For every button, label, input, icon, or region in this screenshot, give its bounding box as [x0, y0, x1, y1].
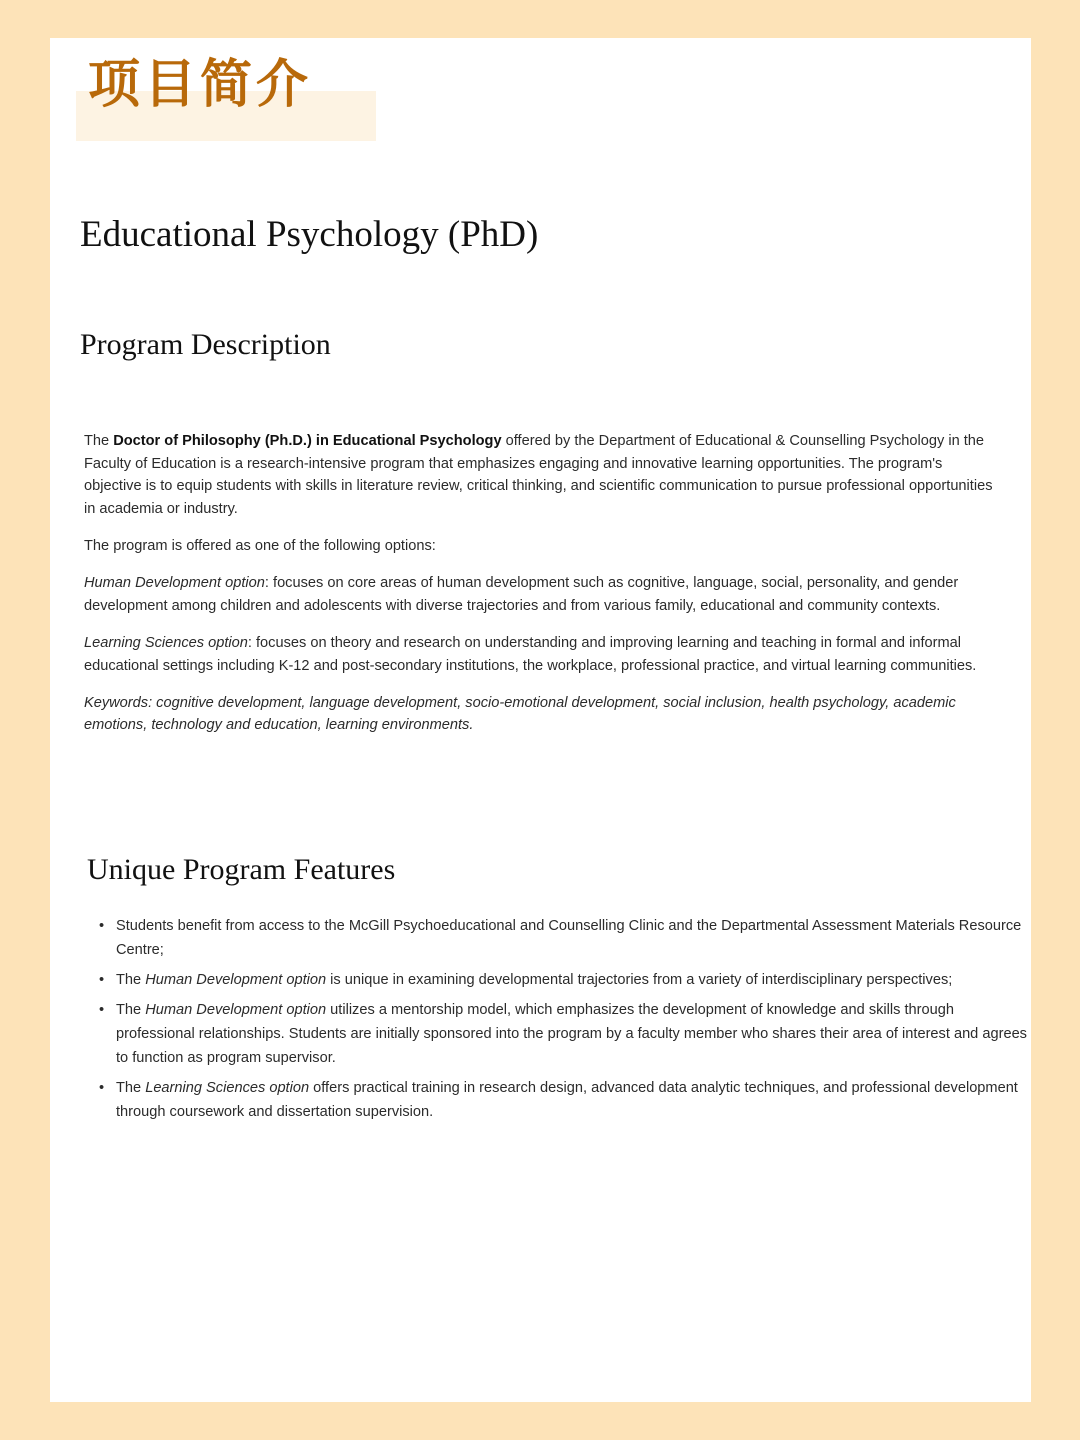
option-learning-sciences	[84, 632, 996, 677]
bullet-icon: •	[99, 1002, 105, 1018]
feature-option-name: Human Development option	[145, 1002, 327, 1018]
degree-name: Doctor of Philosophy (Ph.D.) in Educational Psychology	[113, 433, 502, 449]
option-learning-sciences-text: : focuses on theory and research on understanding and improving learning and teaching in formal and informal educational settings including K-12 and post-secondary institutions, the workplace, professional practice, and virtual learning communities.	[84, 634, 977, 674]
bullet-icon: •	[99, 972, 105, 988]
program-title: Educational Psychology (PhD)	[80, 214, 539, 255]
feature-text: Students benefit from access to the McGill Psychoeducational and Counselling Clinic and the Departmental Assessment Materials Resource Centre;	[116, 918, 1022, 958]
intro-rest: offered by the Department of Educational & Counselling Psychology in the Faculty of Education is a research-intensive program that emphasizes engaging and innovative learning opportunities. The program's objective is to equip students with skills in literature review, critical thinking, and scientific communication to pursue professional opportunities in academia or industry.	[84, 433, 993, 517]
bullet-icon: •	[99, 1080, 105, 1096]
list-item	[99, 1076, 1028, 1124]
option-human-development	[84, 572, 996, 617]
option-human-development-name: Human Development option	[84, 575, 265, 592]
feature-text-lead: The	[116, 1002, 146, 1018]
features-list	[84, 914, 1028, 1130]
feature-text: offers practical training in research design, advanced data analytic techniques, and professional development through coursework and dissertation supervision.	[116, 1080, 1018, 1120]
unique-features-heading: Unique Program Features	[87, 853, 396, 886]
options-intro-paragraph: The program is offered as one of the following options:	[84, 537, 436, 554]
content-card	[50, 38, 1031, 1402]
feature-option-name: Learning Sciences option	[145, 1080, 310, 1096]
intro-paragraph	[84, 430, 996, 520]
option-learning-sciences-name: Learning Sciences option	[84, 634, 248, 651]
keywords-paragraph	[84, 692, 996, 737]
keywords-text: Keywords: cognitive development, language development, socio-emotional development, social inclusion, health psychology, academic emotions, technology and education, learning environments.	[84, 694, 956, 734]
list-item	[99, 968, 1028, 992]
cn-page-title: 项目简介	[88, 55, 313, 115]
program-description-heading: Program Description	[80, 328, 331, 361]
feature-text-lead: The	[116, 1080, 146, 1096]
list-item	[99, 914, 1028, 962]
list-item	[99, 998, 1028, 1070]
intro-lead: The	[84, 433, 114, 449]
feature-option-name: Human Development option	[145, 972, 327, 988]
feature-text-lead: The	[116, 972, 146, 988]
option-human-development-text: : focuses on core areas of human development such as cognitive, language, social, personality, and gender development among children and adolescents with diverse trajectories and from various family, educational and community contexts.	[84, 575, 959, 614]
feature-text: is unique in examining developmental trajectories from a variety of interdisciplinary perspectives;	[326, 972, 953, 988]
program-description-body	[84, 430, 996, 752]
feature-text: utilizes a mentorship model, which emphasizes the development of knowledge and skills through professional relationships. Students are initially sponsored into the program by a faculty member who shares their area of interest and agrees to function as program supervisor.	[116, 1002, 1027, 1066]
bullet-icon: •	[99, 918, 105, 934]
